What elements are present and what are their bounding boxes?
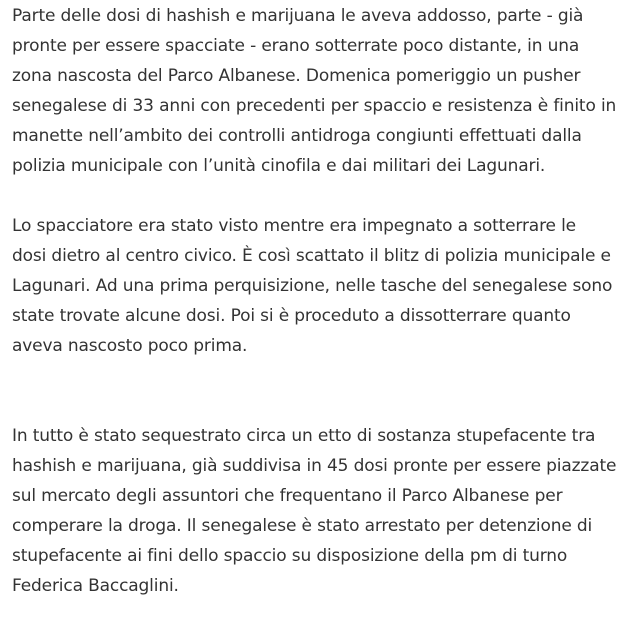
paragraph-1 <box>12 1 634 181</box>
text-line: hashish e marijuana, già suddivisa in 45 dosi pronte per essere piazzate <box>12 456 617 476</box>
text-line: polizia municipale con l’unità cinofila e dai militari dei Lagunari. <box>12 156 546 176</box>
text-line: aveva nascosto poco prima. <box>12 336 248 356</box>
paragraph-spacer <box>12 181 634 211</box>
text-line: pronte per essere spacciate - erano sotterrate poco distante, in una <box>12 36 580 56</box>
text-line: Federica Baccaglini. <box>12 576 179 596</box>
text-line: zona nascosta del Parco Albanese. Domenica pomeriggio un pusher <box>12 66 581 86</box>
text-line: senegalese di 33 anni con precedenti per spaccio e resistenza è finito in <box>12 96 617 116</box>
paragraph-2 <box>12 211 634 361</box>
article-body <box>12 1 634 601</box>
text-line: state trovate alcune dosi. Poi si è proceduto a dissotterrare quanto <box>12 306 571 326</box>
paragraph-spacer <box>12 361 634 421</box>
text-line: manette nell’ambito dei controlli antidroga congiunti effettuati dalla <box>12 126 582 146</box>
text-line: Lagunari. Ad una prima perquisizione, nelle tasche del senegalese sono <box>12 276 613 296</box>
text-line: In tutto è stato sequestrato circa un etto di sostanza stupefacente tra <box>12 426 596 446</box>
text-line: stupefacente ai fini dello spaccio su disposizione della pm di turno <box>12 546 568 566</box>
text-line: dosi dietro al centro civico. È così scattato il blitz di polizia municipale e <box>12 246 611 266</box>
text-line: sul mercato degli assuntori che frequentano il Parco Albanese per <box>12 486 563 506</box>
text-line: comperare la droga. Il senegalese è stato arrestato per detenzione di <box>12 516 593 536</box>
text-line: Parte delle dosi di hashish e marijuana le aveva addosso, parte - già <box>12 6 584 26</box>
text-line: Lo spacciatore era stato visto mentre era impegnato a sotterrare le <box>12 216 576 236</box>
paragraph-3 <box>12 421 634 601</box>
